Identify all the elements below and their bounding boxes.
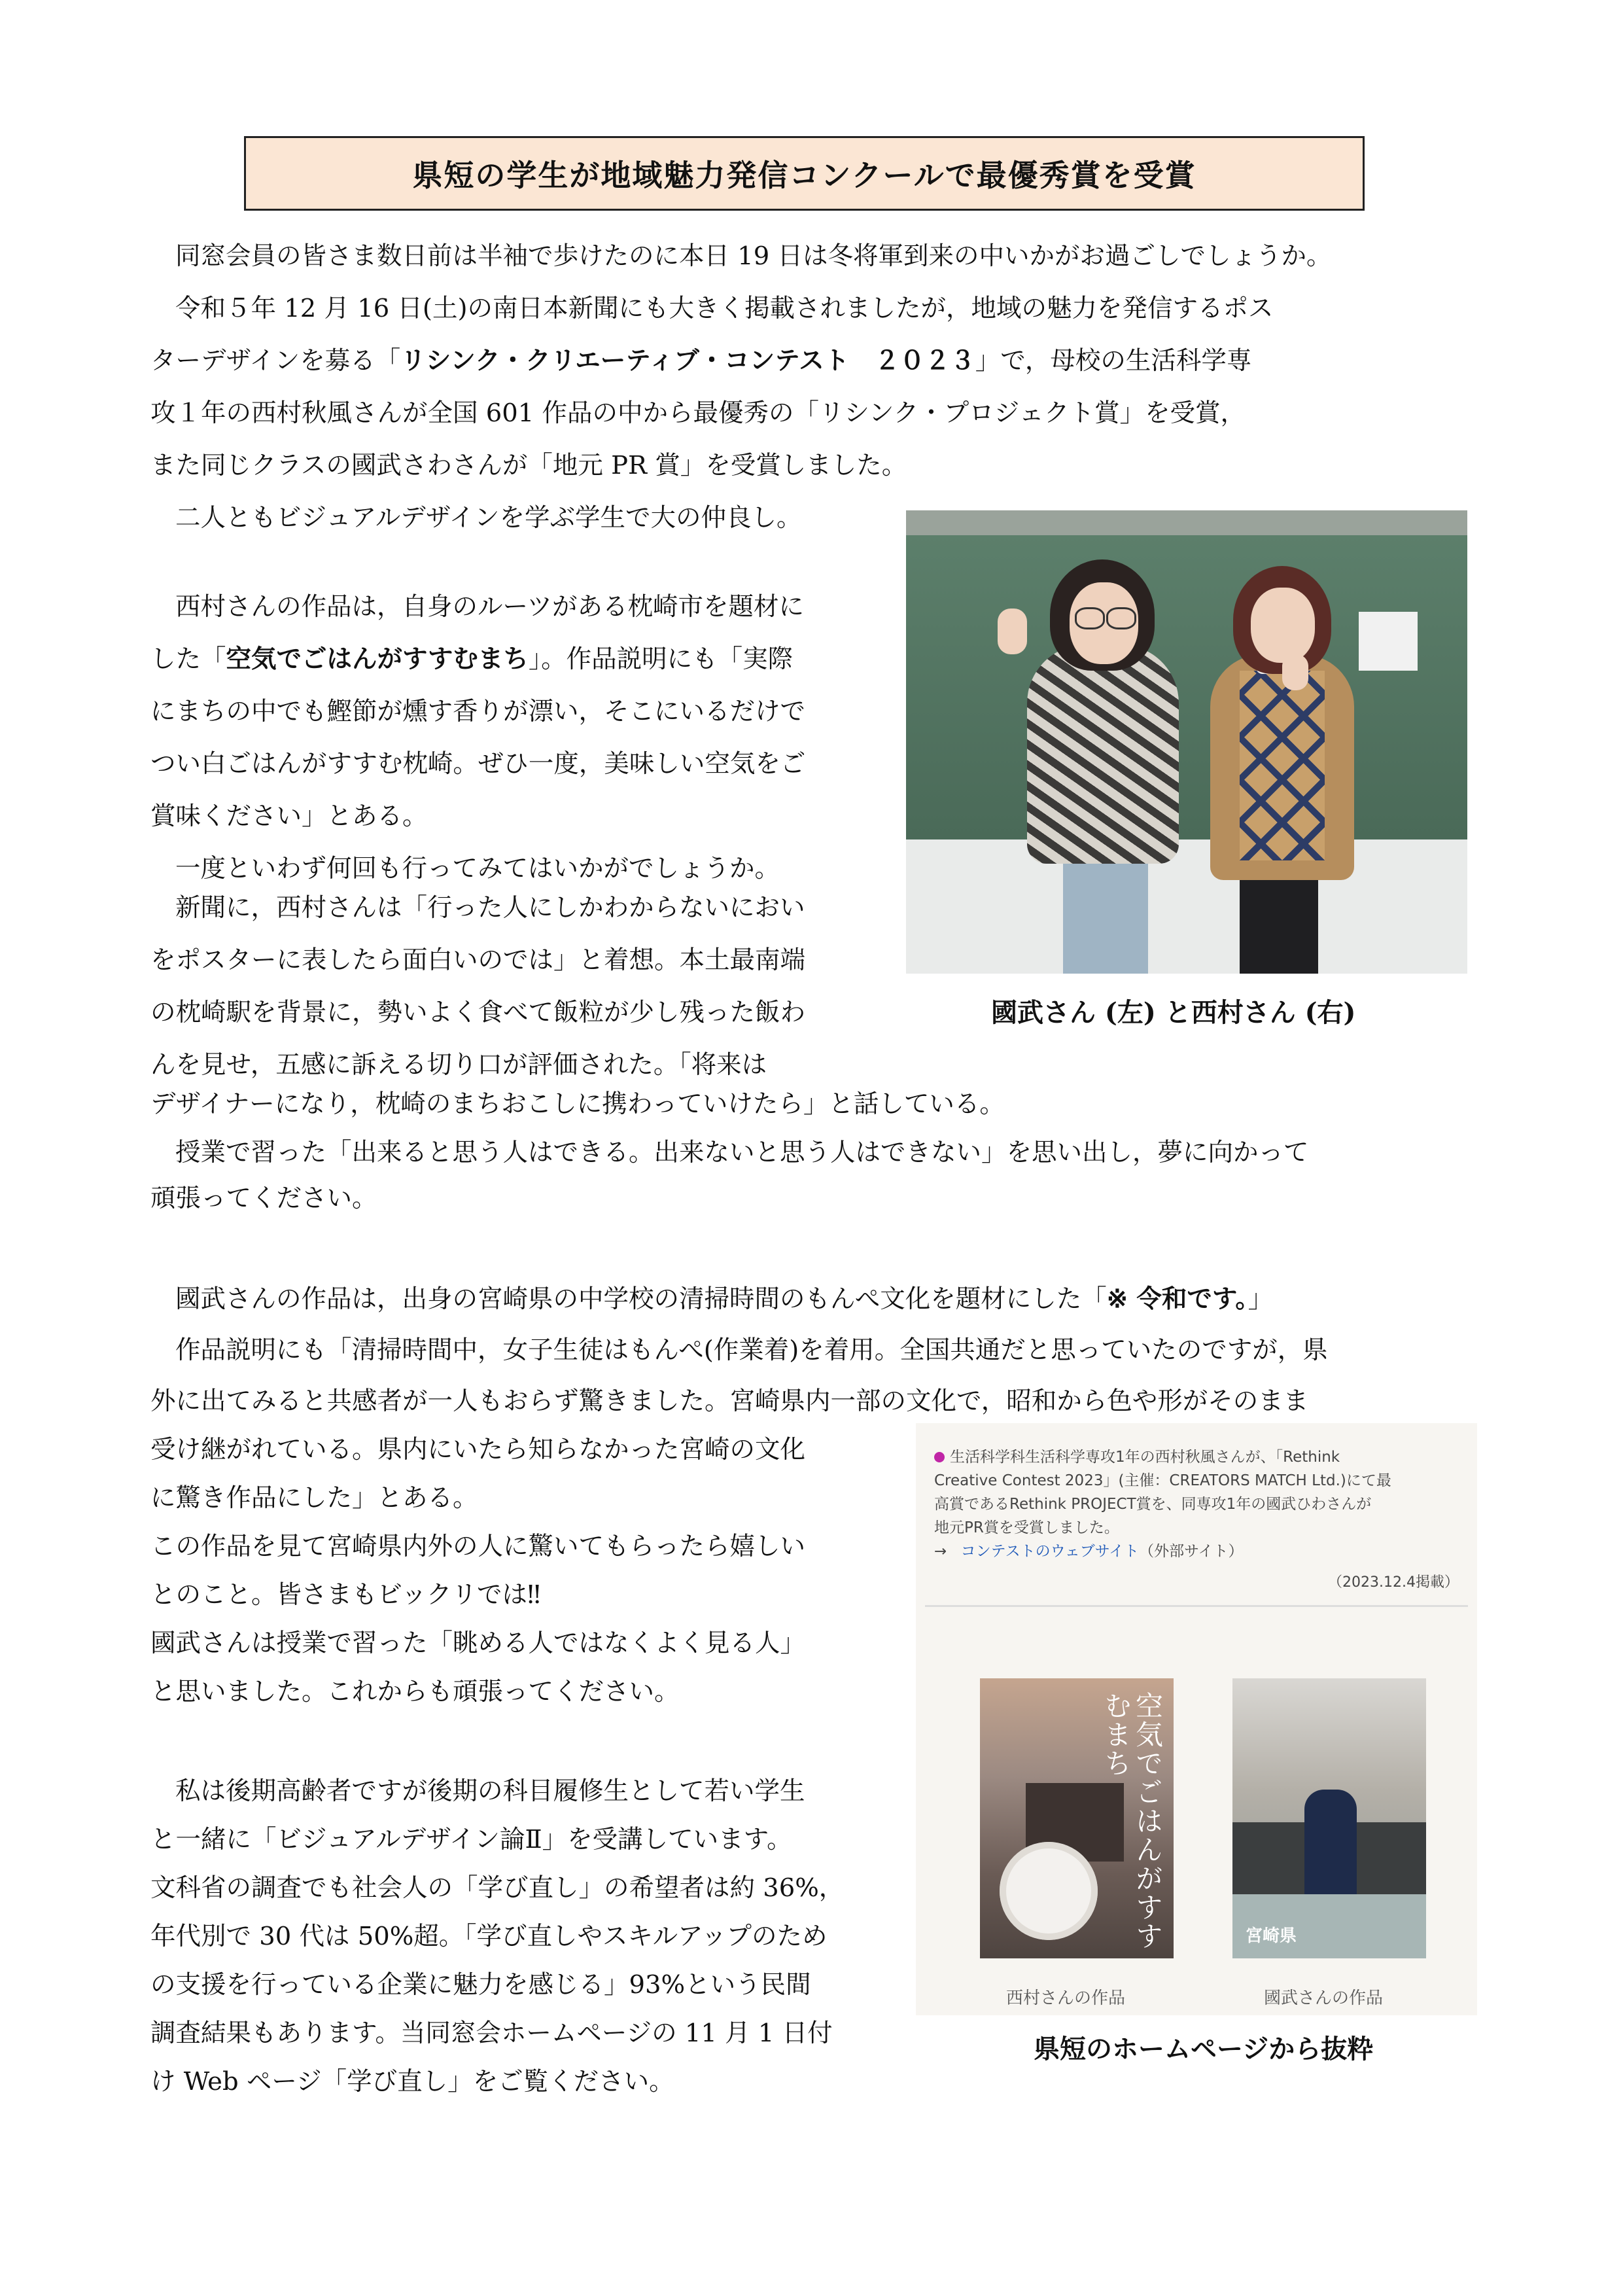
paragraph-award-line2 <box>150 335 1251 387</box>
right-student-face <box>1251 588 1315 663</box>
paragraph-newspaper-line4: んを見せ，五感に訴える切り口が評価された。「将来は <box>150 1050 767 1080</box>
article-title: 県短の学生が地域魅力発信コンクールで最優秀賞を受賞 <box>244 136 1365 211</box>
paragraph-friends: 二人ともビジュアルデザインを学ぶ学生で大の仲良し。 <box>175 503 802 533</box>
paragraph-kunitake-line2: 外に出てみると共感者が一人もおらず驚きました。宮崎県内一部の文化で，昭和から色や形がそのまま <box>150 1386 1309 1416</box>
paragraph-nishimura-line3: にまちの中でも鰹節が燻す香りが漂い，そこにいるだけで <box>150 697 806 726</box>
paragraph-class-line1: 授業で習った「出来ると思う人はできる。出来ないと思う人はできない」を思い出し，夢に向かって <box>175 1138 1309 1167</box>
paragraph-kunitake-line8: と思いました。これからも頑張ってください。 <box>150 1677 680 1706</box>
contest-name: リシンク・クリエーティブ・コンテスト ２０２３ <box>400 346 975 376</box>
paragraph-nishimura-line5: 賞味ください」とある。 <box>150 802 428 831</box>
kunitake-poster <box>1232 1678 1426 1958</box>
text-span: 」 <box>1248 1284 1274 1314</box>
text-span: 國武さんの作品は，出身の宮崎県の中学校の清掃時間のもんぺ文化を題材にした「 <box>175 1284 1107 1314</box>
text-span: 」。作品説明にも「実際 <box>528 645 794 674</box>
left-student-peace-hand <box>998 609 1027 654</box>
blackboard <box>906 535 1467 839</box>
paragraph-greeting: 同窓会員の皆さま数日前は半袖で歩けたのに本日 19 日は冬将軍到来の中いかがお過ごしでしょうか。 <box>175 241 1332 271</box>
paragraph-newspaper-line1: 新聞に，西村さんは「行った人にしかわからないにおい <box>175 893 805 923</box>
paragraph-kunitake-intro <box>175 1273 1273 1326</box>
left-student-jeans <box>1063 862 1148 974</box>
kunitake-work-caption: 國武さんの作品 <box>1264 1988 1384 2008</box>
text-span: ターデザインを募る「 <box>150 346 401 376</box>
paragraph-newspaper-line2: をポスターに表したら面白いのでは」と着想。本土最南端 <box>150 945 806 975</box>
nishimura-poster <box>980 1678 1174 1958</box>
paragraph-kunitake-line1: 作品説明にも「清掃時間中，女子生徒はもんぺ(作業着)を着用。全国共通だと思っていたのですが，県 <box>175 1335 1328 1365</box>
glasses-right-lens <box>1106 607 1136 629</box>
website-excerpt-image <box>916 1423 1477 2015</box>
photo-caption: 國武さん (左) と西村さん (右) <box>991 997 1356 1028</box>
right-student-pants <box>1240 877 1318 974</box>
paragraph-nishimura-line1: 西村さんの作品は，自身のルーツがある枕崎市を題材に <box>175 592 804 622</box>
paragraph-kunitake-line4: に驚き作品にした」とある。 <box>150 1483 478 1513</box>
work-title-nishimura: 空気でごはんがすすむまち <box>226 645 529 674</box>
paragraph-class-line2: 頑張ってください。 <box>150 1184 377 1213</box>
right-student-peace-hand <box>1282 654 1308 690</box>
glasses-left-lens <box>1075 607 1105 629</box>
paragraph-author-line2: と一緒に「ビジュアルデザイン論Ⅱ」を受講しています。 <box>150 1825 792 1854</box>
web-divider <box>925 1605 1468 1607</box>
web-contest-link-row <box>934 1540 1457 1563</box>
web-excerpt-caption: 県短のホームページから抜粋 <box>1034 2034 1374 2064</box>
blackboard-frame <box>906 510 1467 537</box>
left-student-sweater <box>1027 645 1179 864</box>
paragraph-author-line4: 年代別で 30 代は 50%超。「学び直しやスキルアップのため <box>150 1922 828 1951</box>
paragraph-nishimura-line4: つい白ごはんがすすむ枕崎。ぜひ一度，美味しい空気をご <box>150 749 806 779</box>
web-line-3: 高賞であるRethink PROJECT賞を、同専攻1年の國武ひわさんが <box>934 1496 1372 1513</box>
text-span: した「 <box>150 645 226 674</box>
paragraph-newspaper-line5: デザイナーになり，枕崎のまちおこしに携わっていけたら」と話している。 <box>150 1089 1005 1119</box>
paragraph-award-line1: 令和５年 12 月 16 日(土)の南日本新聞にも大きく掲載されましたが，地域の魅力を発信するポス <box>175 294 1274 323</box>
web-line-1 <box>934 1445 1457 1469</box>
external-site-note: （外部サイト） <box>1139 1543 1244 1560</box>
paragraph-author-line7: け Web ページ「学び直し」をご覧ください。 <box>150 2067 674 2096</box>
rice-bowl <box>1000 1842 1098 1940</box>
paragraph-author-line5: の支援を行っている企業に魅力を感じる」93%という民間 <box>150 1970 811 2000</box>
text-span: 」で，母校の生活科学専 <box>975 346 1252 376</box>
right-student-argyle-pattern <box>1240 671 1325 860</box>
students-photo <box>906 510 1467 974</box>
work-title-kunitake: ※ 令和です。 <box>1106 1284 1248 1314</box>
paragraph-author-line6: 調査結果もあります。当同窓会ホームページの 11 月 1 日付 <box>150 2019 833 2048</box>
nishimura-work-caption: 西村さんの作品 <box>1006 1988 1126 2008</box>
paragraph-author-line1: 私は後期高齢者ですが後期の科目履修生として若い学生 <box>175 1776 805 1806</box>
contest-website-link[interactable]: コンテストのウェブサイト <box>960 1543 1140 1560</box>
paragraph-kunitake-line7: 國武さんは授業で習った「眺める人ではなくよく見る人」 <box>150 1629 806 1658</box>
wall <box>906 839 1467 974</box>
web-line-2: Creative Contest 2023」(主催：CREATORS MATCH Ltd.)にて最 <box>934 1472 1391 1489</box>
paragraph-kunitake-line6: とのこと。皆さまもビックリでは‼ <box>150 1580 541 1610</box>
paragraph-nishimura-line2 <box>150 633 793 686</box>
paragraph-award-line3: 攻１年の西村秋風さんが全国 601 作品の中から最優秀の「リシンク・プロジェクト賞」を受賞， <box>150 398 1246 428</box>
paragraph-kunitake-line3: 受け継がれている。県内にいたら知らなかった宮崎の文化 <box>150 1435 806 1464</box>
web-post-date: （2023.12.4掲載） <box>1328 1574 1459 1591</box>
paragraph-invite: 一度といわず何回も行ってみてはいかがでしょうか。 <box>175 854 780 883</box>
paragraph-author-line3: 文科省の調査でも社会人の「学び直し」の希望者は約 36%， <box>150 1873 845 1903</box>
arrow-right-icon: → <box>934 1543 947 1560</box>
posted-paper <box>1359 612 1418 671</box>
poster1-title: 空気でごはんがすすむまち <box>1100 1691 1164 1951</box>
bullet-dot-icon <box>934 1452 945 1462</box>
web-excerpt-text <box>934 1445 1457 1563</box>
paragraph-newspaper-line3: の枕崎駅を背景に，勢いよく食べて飯粒が少し残った飯わ <box>150 998 806 1027</box>
poster2-label: 宮崎県 <box>1246 1926 1297 1946</box>
web-line-4: 地元PR賞を受賞しました。 <box>934 1519 1119 1536</box>
text-span: 生活科学科生活科学専攻1年の西村秋風さんが、「Rethink <box>950 1449 1340 1466</box>
paragraph-kunitake-line5: この作品を見て宮崎県内外の人に驚いてもらったら嬉しい <box>150 1532 806 1561</box>
paragraph-award-line4: また同じクラスの國武さわさんが「地元 PR 賞」を受賞しました。 <box>150 451 907 480</box>
student-figure <box>1304 1790 1357 1907</box>
